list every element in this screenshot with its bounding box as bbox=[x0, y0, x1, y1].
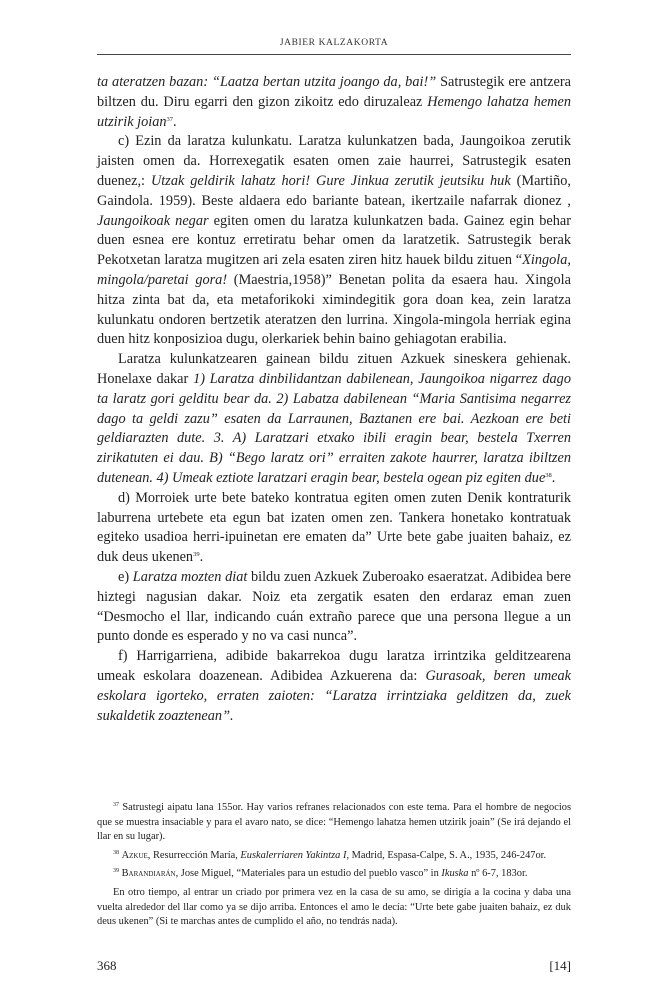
author-name: Azkue bbox=[121, 849, 148, 861]
italic-text: Laratza mozten diat bbox=[132, 568, 248, 585]
italic-text: Ikuska bbox=[441, 868, 469, 880]
header-rule bbox=[97, 54, 571, 55]
footnote-ref: 37 bbox=[113, 802, 119, 808]
text-run: Satrustegik ere antzera biltzen du. Diru egarri den gizon zikoitz edo diruzaleaz bbox=[97, 74, 571, 110]
italic-text: 1) Laratza dinbilidantzan dabilenean, Jaungoikoa nigarrez dago ta laratz gori gelditu bear da. 2) Labatza dabilenean “Maria Santisima negarrez dago ta geldi zazu” esaten da Larraunen, Baztanen ere bai. Aezkoan ere beti geldiarazten dute. 3. A) Laratzari etxako ibili eragin bear, bestela Txerren zirikatuten ei dau. B) “Bego laratz ori” erraiten zakote haurrer, laratza ibiltzen dutenean. 4) Umeak eztiote laratzari eragin bear, bestela ogean piz egiten due bbox=[97, 370, 571, 486]
footnote bbox=[97, 801, 571, 845]
footnote-ref: 38 bbox=[545, 471, 552, 479]
text-run: Laratza kulunkatzearen gainean bildu zituen Azkuek sineskera gehienak. Honelaxe dakar bbox=[97, 351, 571, 387]
text-run: nº 6-7, 183or. bbox=[468, 868, 528, 880]
text-run: c) Ezin da laratza kulunkatu. Laratza kulunkatzen bada, Jaungoikoa zerutik jaisten omen da. Horrexegatik esaten omen zaie haurrei, Satrustegik esaten duenez,: bbox=[97, 133, 571, 189]
text-run: . bbox=[173, 113, 177, 130]
italic-text: Xingola, mingola/paretai gora! bbox=[97, 252, 571, 288]
running-head: JABIER KALZAKORTA bbox=[279, 38, 389, 48]
text-run: (Martiño, Gaindola. 1959). Beste aldaera edo bariante batean, ikertzaile nafarrak dionez , bbox=[97, 172, 571, 209]
text-run: En otro tiempo, al entrar un criado por primera vez en la casa de su amo, se dirigía a la cocina y daba una vuelta alrededor del llar como ya se dijo arriba. Entonces el amo le decía: “Urte bete gabe juaiten bahaiz, ez duk deus ukenen” (Si te marchas antes de cumplido el año, no tendrás nada). bbox=[97, 886, 571, 928]
text-run: , Resurrección María, bbox=[147, 849, 241, 861]
footnote-ref: 39 bbox=[193, 551, 200, 559]
italic-text: Euskalerriaren Yakintza I bbox=[240, 849, 347, 861]
author-name: Barandiarán bbox=[121, 868, 176, 880]
text-run: , Jose Miguel, “Materiales para un estudio del pueblo vasco” in bbox=[175, 868, 442, 880]
body-text bbox=[97, 73, 571, 726]
italic-text: Utzak geldirik lahatz hori! Gure Jinkua zerutik jeutsiku huk bbox=[150, 172, 511, 189]
paragraph bbox=[97, 568, 571, 647]
paragraph bbox=[97, 350, 571, 489]
footnote-ref: 38 bbox=[113, 849, 119, 856]
text-run: Satrustegi aipatu lana 155or. Hay varios refranes relacionados con este tema. Para el hombre de negocios que se muestra insaciable y para el avaro nato, se dice: “Hemengo lahatza hemen utzirik joain” (Se irá dejando el llar en su lugar). bbox=[97, 802, 571, 843]
italic-text: Jaungoikoak negar bbox=[97, 212, 209, 229]
text-run: egiten omen du laratza kulunkatzen bada. Gainez egin behar duen esnea ere kontuz erretiratu behar omen da laratzetik. Satrustegik berak Pekotxetan laratza mugitzen ari zela esaten ziren hitz hauek bildu zituen “ bbox=[97, 212, 571, 269]
footnote-ref: 39 bbox=[113, 868, 119, 875]
text-run: (Maestria,1958)” Benetan polita da esaera hau. Xingola hitza zinta bat da, eta metaforikoki ximindegitik gora doan kea, zein laratza kulunkatu ondoren bertzetik ateratzen den lurrina. Xingola-mingola herriak egina duen hitz konposizioa dugu, olerkariek behin baino gehiagotan erabilia. bbox=[97, 271, 572, 348]
text-run: e) bbox=[118, 568, 133, 585]
paragraph bbox=[97, 489, 571, 568]
page-number: 368 bbox=[97, 958, 117, 973]
text-run: . bbox=[199, 549, 204, 566]
text-run: f) Harrigarriena, adibide bakarrekoa dugu laratza irrintzika gelditzearena umeak eskolara doazenean. Adibidea Azkuerena da: bbox=[97, 648, 571, 684]
text-run: d) Morroiek urte bete bateko kontratua egiten omen zuten Denik kontraturik laburrena urtebete eta egun bat izaten omen zen. Tankera honetako kontratuak egiteko usadioa herri-ipuinetan ere ematen da” Urte bete gabe juaiten bahaiz, ez duk deus ukenen bbox=[97, 489, 571, 566]
text-run: . bbox=[551, 469, 556, 486]
italic-text: ta ateratzen bazan: “Laatza bertan utzita joango da, bai!” bbox=[97, 74, 437, 90]
paragraph bbox=[97, 132, 571, 350]
text-run: , Madrid, Espasa-Calpe, S. A., 1935, 246-247or. bbox=[346, 849, 547, 861]
italic-text: Hemengo lahatza hemen utzirik joian bbox=[97, 93, 571, 130]
text-run: bildu zuen Azkuek Zuberoako esaeratzat. Adibidea bere hiztegi nagusian dakar. Noiz eta zergatik esaten den erdaraz eman zuen “Desmocho el llar, indicando cuán extraño parece que una persona llegue a un punto donde es esperado y no va casi nunca”. bbox=[97, 568, 571, 645]
italic-text: Gurasoak, beren umeak eskolara igorteko, erraten zaioten: “Laratza irrintziaka gelditzen da, zuek sukaldetik zoaztenean”. bbox=[97, 667, 571, 724]
paragraph bbox=[97, 647, 571, 726]
paragraph bbox=[97, 73, 571, 132]
footnote bbox=[97, 867, 571, 882]
bracket-page-number: [14] bbox=[549, 958, 571, 973]
footnote-ref: 37 bbox=[166, 115, 174, 123]
footnote bbox=[97, 886, 571, 930]
footnote bbox=[97, 849, 571, 864]
footnotes bbox=[97, 801, 571, 930]
